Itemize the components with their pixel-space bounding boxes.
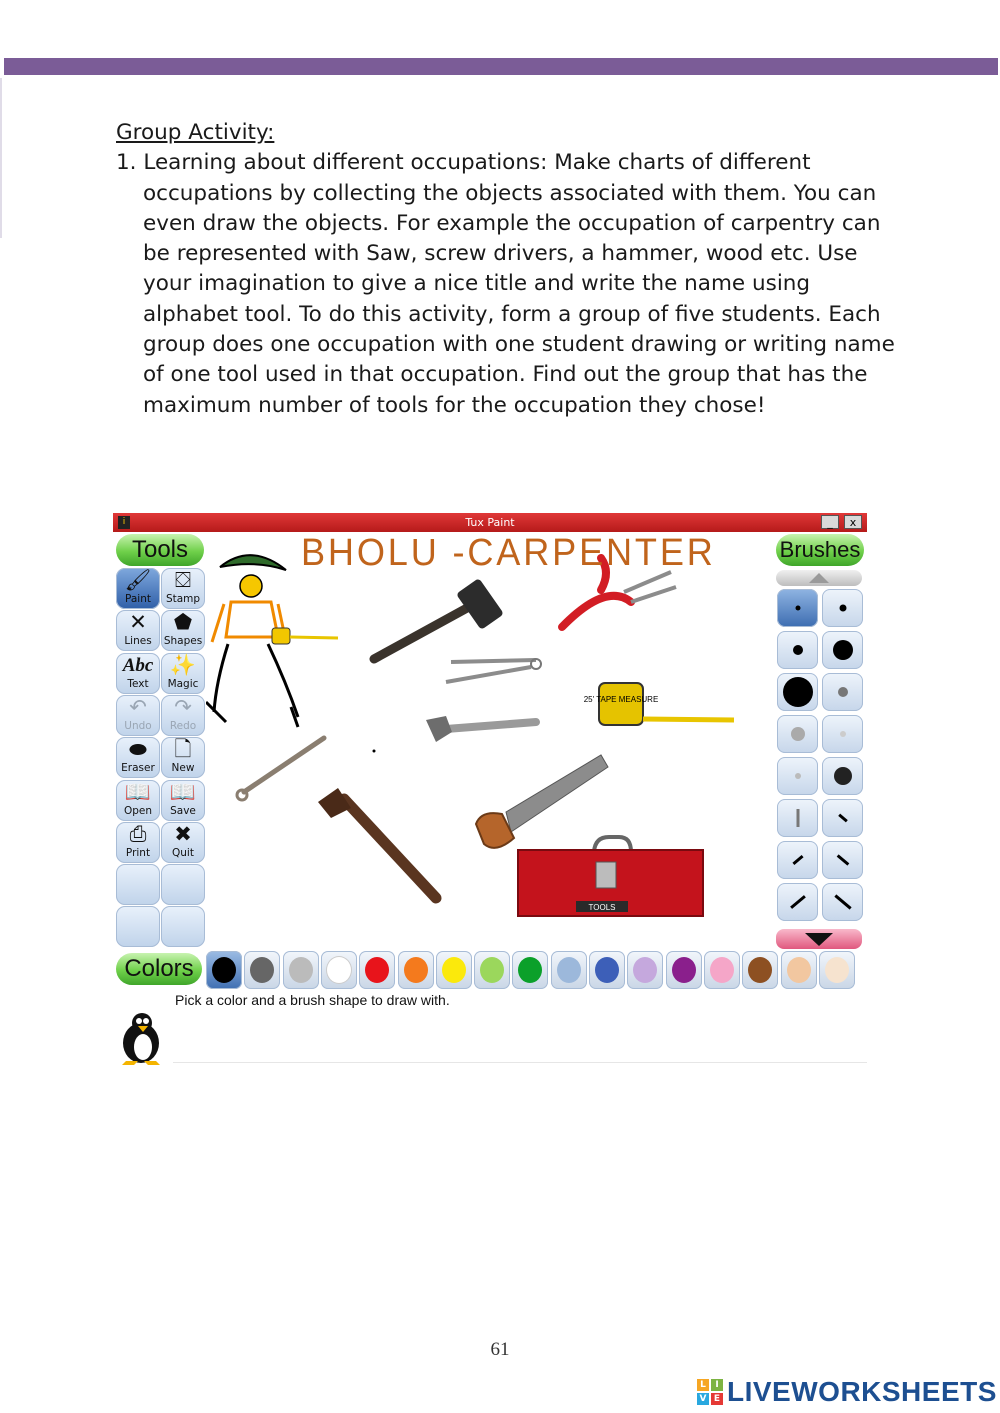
tool-label: Shapes (163, 635, 203, 648)
brush-option[interactable] (822, 841, 863, 879)
group-activity-text (116, 118, 896, 421)
activity-heading: Group Activity: (116, 120, 275, 145)
brush-option[interactable] (822, 631, 863, 669)
stamp-icon: ⛋ (175, 568, 191, 592)
tool-label: Undo (124, 719, 152, 732)
color-dot (518, 957, 542, 983)
tool-new-button[interactable] (161, 737, 205, 778)
toolbox (518, 837, 703, 916)
brush-option[interactable] (777, 757, 818, 795)
text-icon: Abc (122, 654, 154, 676)
combination-wrench (237, 738, 324, 800)
logo-letter: V (697, 1393, 709, 1405)
top-accent-bar (4, 58, 998, 75)
quit-icon: ✖ (174, 821, 192, 846)
brush-option[interactable] (822, 883, 863, 921)
brush-option[interactable] (777, 673, 818, 711)
color-swatch[interactable] (359, 951, 395, 989)
open-icon: 📖 (124, 779, 152, 804)
minimize-button[interactable]: _ (821, 515, 839, 529)
tux-penguin-icon (116, 1011, 166, 1065)
logo-letter: L (697, 1379, 709, 1391)
eraser-icon: ⬬ (129, 737, 147, 762)
liveworksheets-logo-icon (697, 1379, 723, 1405)
tool-label: Paint (125, 593, 151, 605)
tool-undo-button[interactable] (116, 695, 160, 736)
tool-paint-button[interactable] (116, 568, 160, 609)
tool-magic-button[interactable] (161, 653, 205, 694)
scroll-down-arrow-icon (776, 929, 862, 949)
brushes-header: Brushes (776, 534, 864, 566)
brush-option[interactable] (822, 799, 863, 837)
status-divider (173, 1062, 867, 1063)
window-title: Tux Paint (465, 516, 515, 529)
undo-icon: ↶ (129, 694, 147, 719)
empty-tool-slot (161, 906, 205, 947)
empty-tool-slot (116, 864, 160, 905)
tux-paint-window (113, 513, 867, 1065)
status-message: Pick a color and a brush shape to draw with. (175, 992, 450, 1008)
color-dot (289, 957, 313, 983)
activity-item-1: 1. Learning about different occupations: Make charts of different occupations by collecting the objects associated with them. You can even draw the objects. For example the occupation of carpentry can be represented with Saw, screw drivers, a hammer, wood etc. Use your imagination to give a nice title and write the name using alphabet tool. To do this activity, form a group of five students. Each group does one occupation with one student drawing or writing name of one tool used in that occupation. Find out the group that has the maximum number of tools for the occupation they chose! (116, 150, 895, 418)
color-dot (480, 957, 504, 983)
measuring-tape (584, 683, 734, 725)
brushes-scroll-up-button[interactable] (776, 570, 862, 586)
lines-icon: ✕ (129, 610, 147, 635)
paintbrush-icon: 🖌 (124, 568, 152, 592)
brush-option[interactable] (777, 589, 818, 627)
canvas-title-text: BHOLU -CARPENTER (301, 532, 716, 574)
margin-line (0, 78, 2, 238)
brushes-scroll-down-button[interactable] (776, 929, 862, 949)
tool-label: Open (123, 804, 153, 817)
color-swatch[interactable] (398, 951, 434, 989)
color-dot (672, 957, 696, 983)
brush-option[interactable] (777, 799, 818, 837)
brush-option[interactable] (777, 841, 818, 879)
color-swatch[interactable] (206, 951, 242, 989)
drawing-canvas[interactable] (206, 532, 773, 949)
color-swatch[interactable] (551, 951, 587, 989)
tool-redo-button[interactable] (161, 695, 205, 736)
tux-app-icon: i (118, 516, 130, 529)
brush-option[interactable] (777, 715, 818, 753)
tool-label: Text (127, 677, 149, 690)
color-dot (365, 957, 389, 983)
brush-option[interactable] (822, 673, 863, 711)
color-dot (787, 957, 811, 983)
color-dot (557, 957, 581, 983)
color-swatch[interactable] (781, 951, 817, 989)
color-swatch[interactable] (474, 951, 510, 989)
color-dot (250, 957, 274, 983)
brand-name: LIVEWORKSHEETS (727, 1376, 997, 1407)
brush-option[interactable] (822, 589, 863, 627)
small-tape-measure (272, 628, 338, 644)
tool-text-button[interactable] (116, 653, 160, 694)
color-swatch[interactable] (704, 951, 740, 989)
color-dot (825, 957, 849, 983)
tool-open-button[interactable] (116, 780, 160, 821)
color-dot (404, 957, 428, 983)
color-swatch[interactable] (321, 951, 357, 989)
color-swatch[interactable] (819, 951, 855, 989)
toolbox-label: TOOLS (588, 903, 616, 912)
tool-lines-button[interactable] (116, 610, 160, 651)
adjustable-wrench (426, 716, 536, 742)
tool-save-button[interactable] (161, 780, 205, 821)
tool-label: Save (170, 804, 196, 817)
new-icon: 🗋 (174, 737, 192, 762)
color-dot (212, 957, 236, 983)
pipe-wrench (318, 788, 436, 898)
color-dot (633, 957, 657, 983)
tape-label: 25' TAPE MEASURE (583, 695, 659, 704)
color-swatch[interactable] (627, 951, 663, 989)
brush-option[interactable] (822, 715, 863, 753)
brush-option[interactable] (777, 883, 818, 921)
tool-label: Magic (167, 677, 199, 690)
tool-label: Quit (172, 846, 194, 859)
scroll-up-arrow-icon (776, 570, 862, 586)
empty-tool-slot (116, 906, 160, 947)
tool-label: Redo (169, 719, 197, 732)
liveworksheets-brand (697, 1377, 997, 1407)
redo-icon: ↷ (174, 694, 192, 719)
tool-quit-button[interactable] (161, 822, 205, 863)
tool-label: Print (125, 846, 151, 859)
tool-print-button[interactable] (116, 822, 160, 863)
color-dot (748, 957, 772, 983)
save-icon: 📖 (169, 779, 197, 804)
colors-header: Colors (116, 953, 202, 985)
tool-label: Lines (124, 635, 152, 648)
tool-shapes-button[interactable] (161, 610, 205, 651)
color-swatch[interactable] (742, 951, 778, 989)
logo-letter: E (711, 1393, 723, 1405)
window-titlebar (113, 513, 867, 532)
brush-option[interactable] (777, 631, 818, 669)
tools-header: Tools (116, 534, 204, 566)
color-dot (327, 957, 351, 983)
color-swatch[interactable] (666, 951, 702, 989)
nutcracker (446, 659, 541, 682)
sledgehammer (374, 578, 504, 659)
magic-wand-icon: ✨ (169, 652, 197, 677)
shapes-icon: ⬟ (173, 610, 193, 635)
tool-eraser-button[interactable] (116, 737, 160, 778)
brush-option[interactable] (822, 757, 863, 795)
color-swatch[interactable] (589, 951, 625, 989)
empty-tool-slot (161, 864, 205, 905)
tool-label: New (171, 762, 195, 775)
handsaw (476, 755, 608, 848)
color-dot (710, 957, 734, 983)
tool-label: Eraser (121, 762, 155, 775)
tool-label: Stamp (165, 593, 201, 605)
color-dot (442, 957, 466, 983)
printer-icon: ⎙ (129, 821, 147, 846)
color-dot (595, 957, 619, 983)
canvas-artwork (206, 532, 773, 949)
color-swatch[interactable] (283, 951, 319, 989)
color-swatch[interactable] (512, 951, 548, 989)
page-number: 61 (490, 1339, 510, 1360)
logo-letter: I (711, 1379, 723, 1391)
close-button[interactable]: x (844, 515, 862, 529)
color-swatch[interactable] (244, 951, 280, 989)
tool-stamp-button[interactable] (161, 568, 205, 609)
color-swatch[interactable] (436, 951, 472, 989)
